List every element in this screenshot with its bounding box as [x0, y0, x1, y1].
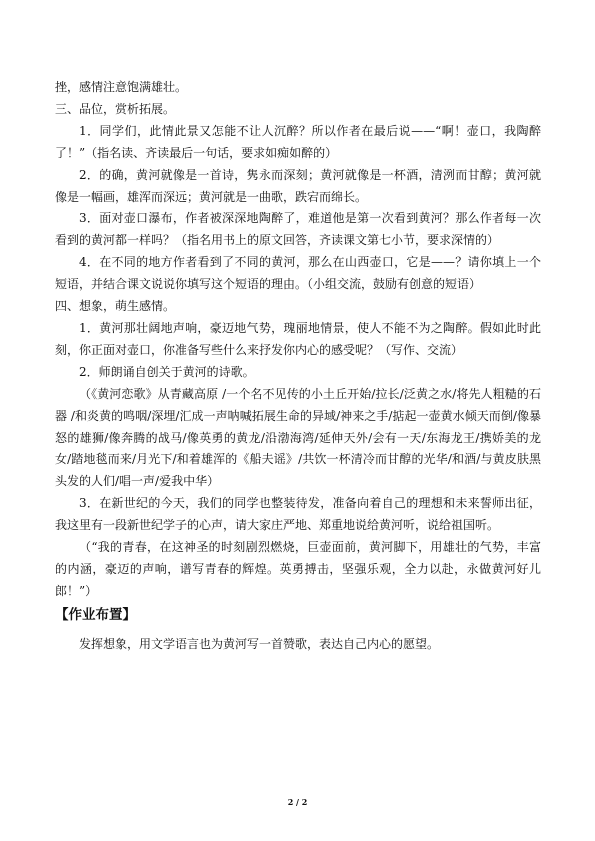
- section-3-item-1: 1．同学们，此情此景又怎能不让人沉醉？所以作者在最后说——“啊！壶口，我陶醉了！”（指名读、齐读最后一句话，要求如痴如醉的）: [55, 123, 541, 160]
- document-body: [55, 77, 541, 656]
- continued-paragraph: 挫，感情注意饱满雄壮。: [55, 80, 188, 94]
- page-number: 2 / 2: [287, 797, 308, 807]
- section-heading-4: 四、想象，萌生感情。: [55, 299, 176, 314]
- section-3-item-3: 3．面对壶口瀑布，作者被深深地陶醉了，难道他是第一次看到黄河？那么作者每一次看到的黄河都一样吗？（指名用书上的原文回答，齐读课文第七小节，要求深情的）: [55, 211, 541, 248]
- student-voice-paragraph: （“我的青春，在这神圣的时刻剧烈燃烧，巨壶面前，黄河脚下，用雄壮的气势，丰富的内涵，豪迈的声响，谱写青春的辉煌。英勇搏击，坚强乐观，全力以赴，永做黄河好儿郎！”）: [55, 540, 541, 598]
- section-4-item-3: 3．在新世纪的今天，我们的同学也整装待发，准备向着自己的理想和未来誓师出征，我这里有一段新世纪学子的心声，请大家庄严地、郑重地说给黄河听，说给祖国听。: [55, 496, 541, 533]
- section-4-item-1: 1．黄河那壮阔地声响，豪迈地气势，瑰丽地情景，使人不能不为之陶醉。假如此时此刻，你正面对壶口，你准备写些什么来抒发你内心的感受呢？（写作、交流）: [55, 320, 541, 357]
- section-heading-3: 三、品位，赏析拓展。: [55, 101, 176, 116]
- section-4-item-2: 2．师朗诵自创关于黄河的诗歌。: [79, 364, 255, 379]
- poem-paragraph: （《黄河恋歌》从青藏高原 /一个名不见传的小土丘开始/拉长/泛黄之水/将先人粗糙的石器 /和炎黄的鸣咽/深埋/汇成一声呐喊拓展生命的异域/神来之手/掂起一壶黄水倾天而倒/像暴怒的雄狮/像奔腾的战马/像英勇的黄龙/沿渤海湾/延伸天外/会有一天/东海龙王/携娇美的龙女/踏地毯而来/月光下/和着雄浑的《船夫谣》/共饮一杯清冷而甘醇的光华/和酒/与黄皮肤黑头发的人们/唱一声/爱我中华）: [55, 386, 541, 489]
- homework-heading: 【作业布置】: [55, 606, 136, 623]
- section-3-item-2: 2．的确，黄河就像是一首诗，隽永而深刻；黄河就像是一杯酒，清洌而甘醇；黄河就像是一幅画，雄浑而深远；黄河就是一曲歌，跌宕而绵长。: [55, 167, 541, 204]
- section-3-item-4: 4．在不同的地方作者看到了不同的黄河，那么在山西壶口，它是——？请你填上一个短语，并结合课文说说你填写这个短语的理由。（小组交流，鼓励有创意的短语）: [55, 255, 541, 292]
- homework-text: 发挥想象，用文学语言也为黄河写一首赞歌，表达自己内心的愿望。: [79, 636, 440, 651]
